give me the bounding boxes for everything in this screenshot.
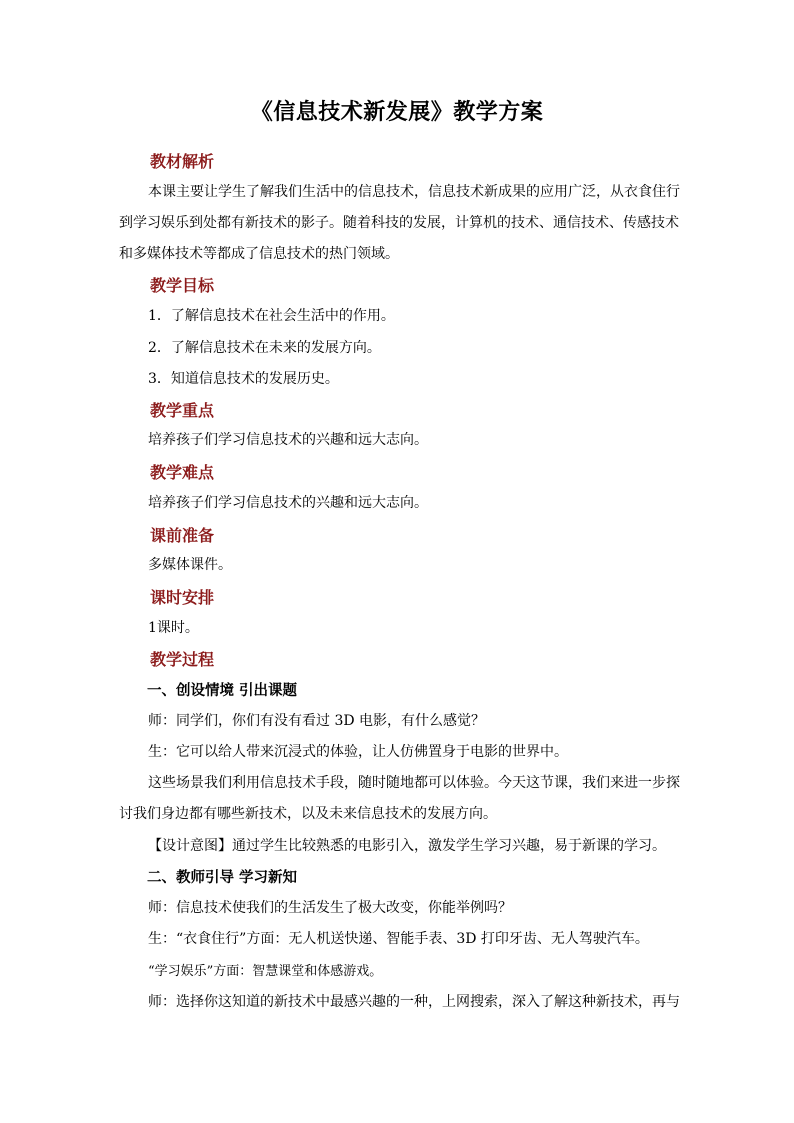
part2-line-3: “学习娱乐”方面：智慧课堂和体感游戏。 bbox=[148, 964, 383, 979]
heading-analysis: 教材解析 bbox=[150, 152, 215, 171]
preparation-text: 多媒体课件。 bbox=[148, 557, 232, 573]
process-part1-title: 一、创设情境 引出课题 bbox=[147, 682, 298, 699]
analysis-line-3: 和多媒体技术等都成了信息技术的热门领域。 bbox=[119, 246, 399, 262]
part1-line-1: 师：同学们，你们有没有看过 3D 电影，有什么感觉？ bbox=[148, 713, 486, 729]
part1-line-3: 这些场景我们利用信息技术手段，随时随地都可以体验。今天这节课，我们来进一步探 bbox=[148, 775, 680, 791]
key-points-text: 培养孩子们学习信息技术的兴趣和远大志向。 bbox=[148, 432, 428, 448]
design-intent: 【设计意图】通过学生比较熟悉的电影引入，激发学生学习兴趣，易于新课的学习。 bbox=[148, 838, 666, 854]
goal-item-2: 2．了解信息技术在未来的发展方向。 bbox=[148, 340, 381, 356]
difficulties-text: 培养孩子们学习信息技术的兴趣和远大志向。 bbox=[148, 495, 428, 511]
goal-item-1: 1．了解信息技术在社会生活中的作用。 bbox=[148, 308, 395, 324]
part1-line-4: 讨我们身边都有哪些新技术，以及未来信息技术的发展方向。 bbox=[119, 806, 497, 822]
part2-line-4: 师：选择你这知道的新技术中最感兴趣的一种，上网搜索，深入了解这种新技术，再与 bbox=[148, 994, 680, 1010]
analysis-line-1: 本课主要让学生了解我们生活中的信息技术，信息技术新成果的应用广泛，从衣食住行 bbox=[148, 184, 680, 200]
goal-item-3: 3．知道信息技术的发展历史。 bbox=[148, 371, 339, 387]
heading-schedule: 课时安排 bbox=[150, 588, 215, 607]
heading-key-points: 教学重点 bbox=[150, 401, 215, 420]
heading-preparation: 课前准备 bbox=[150, 526, 215, 545]
process-part2-title: 二、教师引导 学习新知 bbox=[147, 869, 298, 886]
part2-line-2: 生：“衣食住行”方面：无人机送快递、智能手表、3D 打印牙齿、无人驾驶汽车。 bbox=[148, 931, 649, 947]
heading-difficulties: 教学难点 bbox=[150, 463, 215, 482]
heading-goals: 教学目标 bbox=[150, 276, 215, 295]
part1-line-2: 生：它可以给人带来沉浸式的体验，让人仿佛置身于电影的世界中。 bbox=[148, 744, 568, 760]
part2-line-1: 师：信息技术使我们的生活发生了极大改变，你能举例吗？ bbox=[148, 900, 512, 916]
analysis-line-2: 到学习娱乐到处都有新技术的影子。随着科技的发展，计算机的技术、通信技术、传感技术 bbox=[119, 215, 679, 231]
heading-process: 教学过程 bbox=[150, 650, 215, 669]
schedule-text: 1课时。 bbox=[148, 620, 199, 636]
document-title: 《信息技术新发展》教学方案 bbox=[250, 99, 544, 125]
